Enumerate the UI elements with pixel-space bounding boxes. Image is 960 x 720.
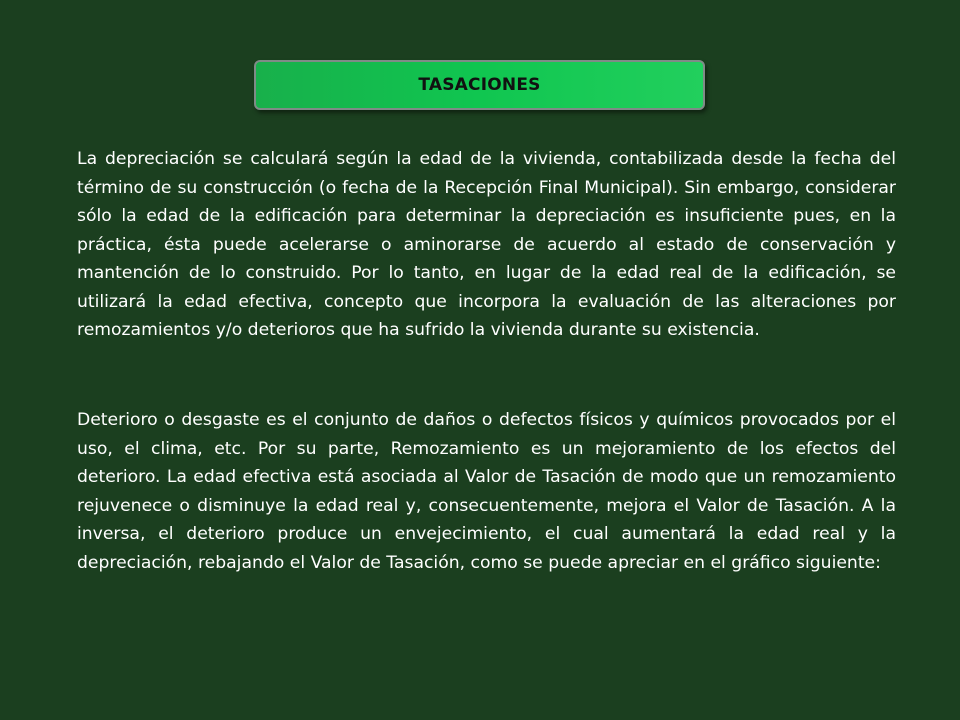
paragraph-depreciacion: La depreciación se calculará según la edad de la vivienda, contabilizada desde la fecha del término de su construcción (o fecha de la Recepción Final Municipal). Sin embargo, considerar sólo la edad de la edificación para determinar la depreciación es insuficiente pues, en la práctica, ésta puede acelerarse o aminorarse de acuerdo al estado de conservación y mantención de lo construido. Por lo tanto, en lugar de la edad real de la edificación, se utilizará la edad efectiva, concepto que incorpora la evaluación de las alteraciones por remozamientos y/o deterioros que ha sufrido la vivienda durante su existencia. [77, 149, 896, 340]
title-banner [254, 60, 705, 110]
slide-title: TASACIONES [418, 75, 541, 95]
paragraph-deterioro: Deterioro o desgaste es el conjunto de daños o defectos físicos y químicos provocados por el uso, el clima, etc. Por su parte, Remozamiento es un mejoramiento de los efectos del deterioro. La edad efectiva está asociada al Valor de Tasación de modo que un remozamiento rejuvenece o disminuye la edad real y, consecuentemente, mejora el Valor de Tasación. A la inversa, el deterioro produce un envejecimiento, el cual aumentará la edad real y la depreciación, rebajando el Valor de Tasación, como se puede apreciar en el gráfico siguiente: [77, 410, 896, 573]
